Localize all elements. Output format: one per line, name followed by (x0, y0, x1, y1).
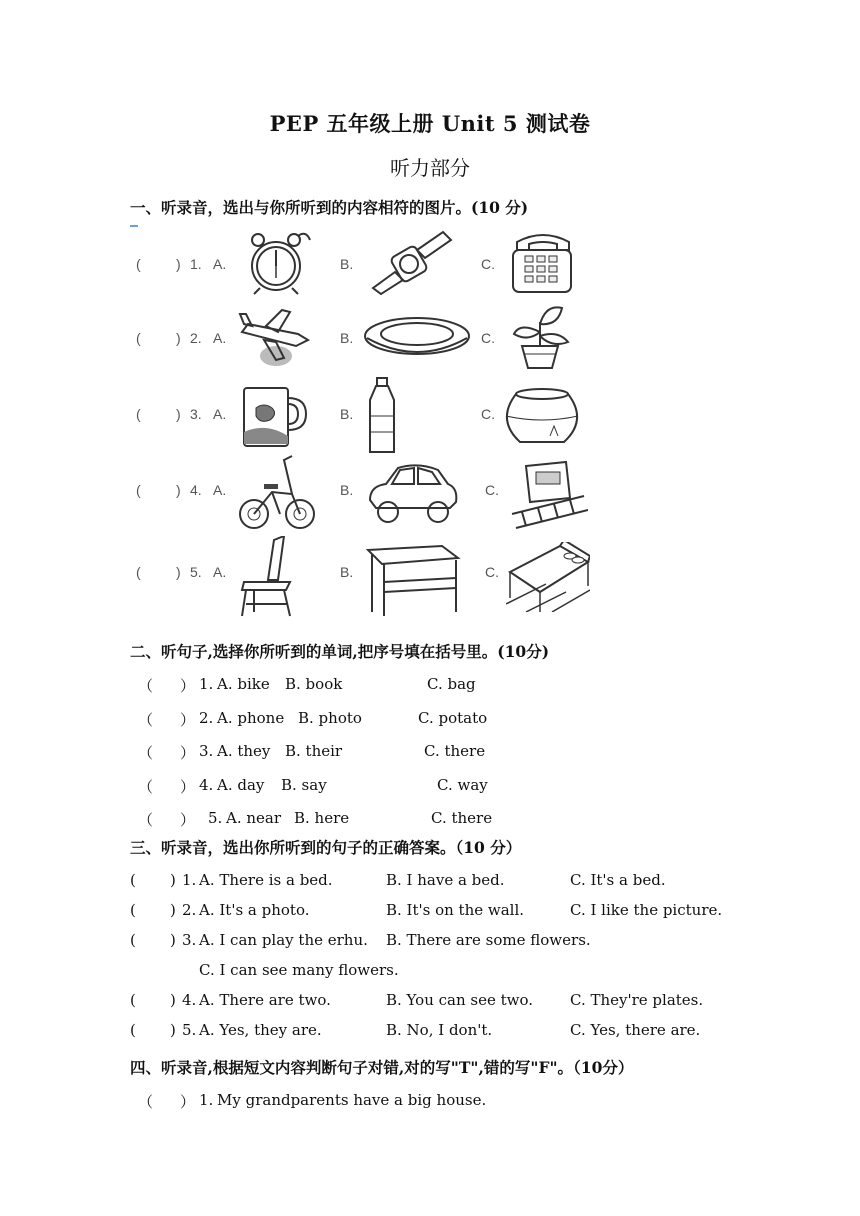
page-title: PEP 五年级上册 Unit 5 测试卷 (269, 111, 591, 136)
mug-icon[interactable] (236, 382, 312, 456)
part3-heading: 三、听录音，选出你所听到的句子的正确答案。（10 分） (130, 838, 522, 857)
answer-paren-open: ( (130, 931, 136, 949)
answer-paren-close: ) (176, 564, 181, 580)
option-a: A. bike (217, 675, 270, 693)
option-a: A. day (217, 776, 265, 794)
answer-paren-open: ( (130, 991, 136, 1009)
option-b-label: B. (340, 564, 354, 580)
option-c-label: C. (485, 482, 499, 498)
question-number: 1. (182, 871, 197, 889)
option-b: B. There are some flowers. (386, 931, 591, 949)
option-c: C. Yes, there are. (570, 1021, 701, 1039)
wristwatch-icon[interactable] (365, 228, 455, 300)
option-c: C. bag (427, 675, 476, 693)
option-a: A. they (217, 742, 271, 760)
answer-paren-close: ） (180, 677, 196, 695)
option-c-label: C. (481, 256, 495, 272)
option-b: B. here (294, 809, 350, 827)
question-number: 3. (199, 742, 214, 760)
answer-paren-open: ( (136, 330, 141, 346)
option-c: C. there (431, 809, 493, 827)
option-c: C. there (424, 742, 486, 760)
question-number: 2. (182, 901, 197, 919)
bed-icon[interactable] (506, 542, 590, 616)
option-a: A. It's a photo. (199, 901, 310, 919)
option-c-label: C. (481, 406, 495, 422)
answer-paren-close: ) (170, 991, 176, 1009)
option-b-label: B. (340, 256, 354, 272)
option-b: B. You can see two. (386, 991, 534, 1009)
train-icon[interactable] (508, 458, 588, 534)
option-b-label: B. (340, 406, 354, 422)
option-a: A. phone (217, 709, 285, 727)
option-c: C. I can see many flowers. (199, 961, 399, 979)
question-number: 4. (182, 991, 197, 1009)
answer-paren-close: ) (170, 931, 176, 949)
option-a-label: A. (213, 564, 227, 580)
fish-bowl-icon[interactable] (500, 386, 584, 452)
option-c: C. I like the picture. (570, 901, 723, 919)
answer-paren-open: ( (136, 256, 141, 272)
question-number: 4. (199, 776, 214, 794)
alarm-clock-icon[interactable] (240, 228, 316, 300)
question-number: 1. (199, 1091, 214, 1109)
answer-paren-open: ( (136, 406, 141, 422)
answer-paren-open: （ (138, 711, 154, 729)
option-c-label: C. (481, 330, 495, 346)
picture-question-2 (0, 302, 860, 382)
answer-paren-open: ( (136, 564, 141, 580)
answer-paren-open: ( (130, 901, 136, 919)
picture-question-5 (0, 536, 860, 616)
option-b-label: B. (340, 482, 354, 498)
part1-heading: 一、听录音，选出与你所听到的内容相符的图片。(10 分) (130, 198, 529, 217)
car-icon[interactable] (364, 456, 460, 530)
bicycle-icon[interactable] (236, 454, 318, 538)
answer-paren-open: （ (138, 744, 154, 762)
answer-paren-close: ） (180, 744, 196, 762)
answer-paren-open: （ (138, 778, 154, 796)
option-a-label: A. (213, 330, 227, 346)
part4-heading: 四、听录音,根据短文内容判断句子对错,对的写"T",错的写"F"。（10分） (130, 1058, 634, 1077)
answer-paren-close: ) (170, 871, 176, 889)
question-number: 5. (190, 564, 202, 580)
answer-paren-close: ） (180, 811, 196, 829)
option-a: A. I can play the erhu. (199, 931, 368, 949)
option-b-label: B. (340, 330, 354, 346)
option-b: B. book (285, 675, 343, 693)
question-number: 3. (190, 406, 202, 422)
option-c: C. way (437, 776, 488, 794)
answer-paren-open: ( (136, 482, 141, 498)
question-number: 2. (190, 330, 202, 346)
answer-paren-open: （ (138, 677, 154, 695)
question-number: 5. (208, 809, 223, 827)
chair-icon[interactable] (234, 536, 304, 622)
question-number: 4. (190, 482, 202, 498)
question-number: 3. (182, 931, 197, 949)
answer-paren-close: ) (170, 901, 176, 919)
picture-question-3 (0, 378, 860, 458)
potted-plant-icon[interactable] (506, 302, 576, 376)
answer-paren-open: （ (138, 1093, 154, 1111)
option-c: C. They're plates. (570, 991, 704, 1009)
option-a: A. There is a bed. (199, 871, 333, 889)
option-a: A. near (226, 809, 282, 827)
option-b: B. I have a bed. (386, 871, 505, 889)
option-b: B. No, I don't. (386, 1021, 493, 1039)
answer-paren-close: ) (170, 1021, 176, 1039)
answer-paren-close: ） (180, 778, 196, 796)
answer-paren-open: ( (130, 871, 136, 889)
option-a: A. There are two. (199, 991, 331, 1009)
option-b: B. It's on the wall. (386, 901, 525, 919)
telephone-icon[interactable] (503, 228, 583, 300)
option-a-label: A. (213, 482, 227, 498)
option-b: B. photo (298, 709, 362, 727)
answer-paren-close: ) (176, 406, 181, 422)
option-a-label: A. (213, 256, 227, 272)
answer-paren-close: ) (176, 482, 181, 498)
answer-paren-close: ) (176, 330, 181, 346)
option-a: A. Yes, they are. (199, 1021, 322, 1039)
page-subtitle: 听力部分 (390, 156, 470, 180)
airplane-icon[interactable] (236, 304, 316, 378)
water-bottle-icon[interactable] (362, 376, 402, 460)
plate-icon[interactable] (362, 314, 472, 368)
option-c: C. potato (418, 709, 488, 727)
answer-paren-close: ） (180, 1093, 196, 1111)
option-a-label: A. (213, 406, 227, 422)
picture-question-1 (0, 228, 860, 308)
part2-heading: 二、听句子,选择你所听到的单词,把序号填在括号里。(10分) (130, 642, 550, 661)
option-c: C. It's a bed. (570, 871, 666, 889)
question-number: 2. (199, 709, 214, 727)
option-c-label: C. (485, 564, 499, 580)
desk-icon[interactable] (362, 538, 462, 622)
picture-question-4 (0, 454, 860, 534)
question-number: 5. (182, 1021, 197, 1039)
answer-paren-close: ) (176, 256, 181, 272)
answer-paren-open: （ (138, 811, 154, 829)
answer-paren-open: ( (130, 1021, 136, 1039)
option-b: B. say (281, 776, 327, 794)
question-number: 1. (190, 256, 202, 272)
small-dash-mark (130, 225, 138, 227)
option-b: B. their (285, 742, 343, 760)
statement-text: My grandparents have a big house. (217, 1091, 487, 1109)
answer-paren-close: ） (180, 711, 196, 729)
question-number: 1. (199, 675, 214, 693)
